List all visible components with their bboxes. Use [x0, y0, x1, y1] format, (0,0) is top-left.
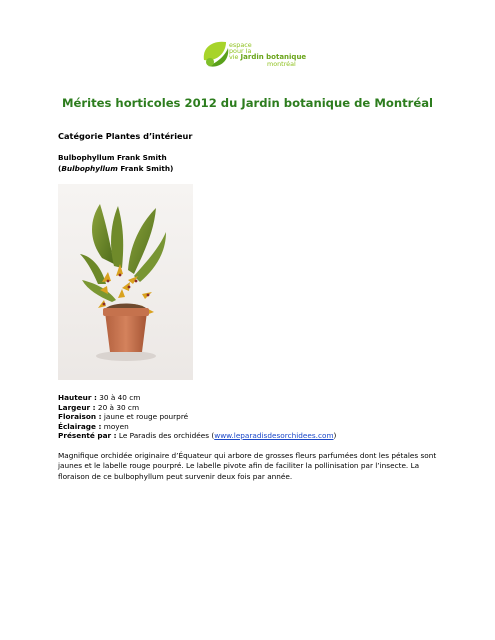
- spec-eclairage-label: Éclairage :: [58, 421, 102, 431]
- spec-presente-close: ): [333, 431, 337, 440]
- spec-eclairage: [58, 422, 336, 432]
- logo-line-3-prefix: vie: [229, 53, 239, 62]
- spec-largeur-label: Largeur :: [58, 402, 96, 412]
- logo-line-1: espace: [229, 41, 252, 49]
- spec-hauteur-value: 30 à 40 cm: [96, 393, 141, 402]
- spec-floraison: [58, 412, 336, 422]
- spec-presente: [58, 431, 336, 441]
- spec-hauteur-label: Hauteur :: [58, 393, 97, 402]
- spec-presente-label: Présenté par :: [58, 431, 117, 440]
- spec-presente-value: Le Paradis des orchidées (: [116, 431, 215, 440]
- paradis-orchidees-link[interactable]: www.leparadisdesorchidees.com: [214, 431, 334, 440]
- logo-wordmark: [229, 42, 306, 67]
- plant-name: Bulbophyllum Frank Smith: [58, 153, 167, 162]
- category-heading: Catégorie Plantes d’intérieur: [58, 131, 193, 141]
- jardin-botanique-logo: [200, 38, 310, 82]
- spec-eclairage-value: moyen: [101, 421, 129, 431]
- logo-line-4: montréal: [267, 59, 296, 68]
- spec-hauteur: [58, 393, 336, 403]
- plant-cultivar: Frank Smith): [117, 164, 174, 173]
- plant-genus: Bulbophyllum: [61, 164, 118, 173]
- plant-paren-open: (: [58, 164, 62, 173]
- logo-line-3-strong: Jardin botanique: [240, 53, 307, 62]
- leaf-logo-icon: [200, 38, 232, 70]
- orchid-illustration: [58, 184, 193, 380]
- spec-floraison-label: Floraison :: [58, 412, 102, 421]
- plant-scientific-name: [58, 163, 173, 174]
- spec-floraison-value: jaune et rouge pourpré: [101, 412, 189, 421]
- logo-line-2: pour la: [229, 47, 252, 56]
- spec-largeur: [58, 403, 336, 413]
- plant-name-block: [58, 152, 173, 174]
- page-title: Mérites horticoles 2012 du Jardin botanique de Montréal: [62, 96, 433, 110]
- orchid-photo: [58, 184, 193, 380]
- plant-description: Magnifique orchidée originaire d’Équateur qui arbore de grosses fleurs parfumées dont les pétales sont jaunes et le labelle rouge pourpré. Le labelle pivote afin de faciliter la pollinisation par l’insecte. La floraison de ce bulbophyllum peut survenir deux fois par année.: [58, 451, 437, 481]
- specs-list: [58, 393, 336, 441]
- spec-largeur-value: 20 à 30 cm: [95, 402, 140, 412]
